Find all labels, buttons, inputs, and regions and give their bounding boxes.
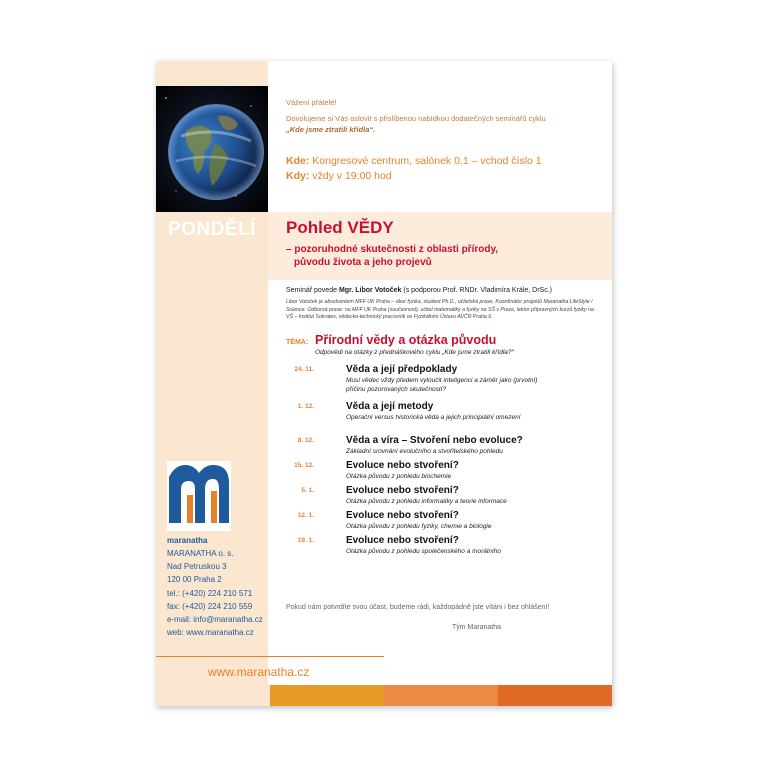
- session-date: 15. 12.: [294, 462, 314, 469]
- session-date: 12. 1.: [297, 512, 314, 519]
- session-title: Evoluce nebo stvoření?: [346, 485, 459, 496]
- session-title: Evoluce nebo stvoření?: [346, 510, 459, 521]
- street: Nad Petruskou 3: [167, 562, 227, 572]
- earth-image: [156, 86, 268, 212]
- lecturer-prefix: Seminář povede: [286, 287, 337, 294]
- session-desc: Otázka původu z pohledu fyziky, chemie a biologie: [346, 523, 492, 530]
- divider: [156, 656, 384, 657]
- contact-address: [167, 547, 263, 639]
- lecturer-suffix: (s podporou Prof. RNDr. Vladimíra Krále, DrSc.): [403, 287, 552, 294]
- where-label: Kde:: [286, 155, 310, 167]
- session-desc: Základní srovnání evolučního a stvořitelského pohledu: [346, 448, 503, 455]
- subtitle-line-2: původu života a jeho projevů: [294, 257, 432, 268]
- closing-text: Pokud nám potvrdíte svou účast, budeme rádi, každopádně jste vítáni i bez ohlášení!: [286, 604, 550, 611]
- session-desc: Operační versus historická věda a jejich principiální omezení: [346, 414, 521, 421]
- theme-title: Přírodní vědy a otázka původu: [315, 333, 497, 347]
- session-date: 1. 12.: [297, 403, 314, 410]
- intro-text: [286, 97, 596, 136]
- footer-bar: [156, 685, 612, 706]
- session-title: Evoluce nebo stvoření?: [346, 535, 459, 546]
- footer-segment: [270, 685, 384, 706]
- org-name: MARANATHA o. s.: [167, 549, 234, 558]
- session-title: Věda a víra – Stvoření nebo evoluce?: [346, 435, 523, 446]
- website-link[interactable]: www.maranatha.cz: [208, 665, 310, 679]
- when-value: vždy v 19:00 hod: [312, 170, 392, 183]
- lecturer-line: [286, 287, 596, 294]
- city: 120 00 Praha 2: [167, 575, 222, 585]
- where-value: Kongresové centrum, salónek 0.1 – vchod číslo 1: [312, 155, 542, 167]
- signature: Tým Maranatha: [452, 624, 502, 631]
- session-date: 19. 1.: [297, 537, 314, 544]
- intro-line: Dovolujeme si Vás oslovit s přislíbenou nabídkou dodatečných seminářů cyklu: [286, 113, 546, 123]
- when-label: Kdy:: [286, 170, 310, 183]
- venue-info: [286, 154, 542, 184]
- page-subtitle: [286, 243, 576, 269]
- phone: tel.: (+420) 224 210 571: [167, 588, 253, 598]
- web-link[interactable]: web: www.maranatha.cz: [167, 628, 254, 638]
- session-date: 8. 12.: [297, 437, 314, 444]
- footer-segment: [498, 685, 612, 706]
- session-desc: Musí vědec vždy předem vyloučit inteligenci a záměr jako (prvotní) příčinu pozorovaných skutečností?: [346, 377, 538, 393]
- footer-segment: [156, 685, 270, 706]
- theme-subtitle: Odpovědi na otázky z přednáškového cyklu „Kde jsme ztratili křídla?“: [315, 349, 514, 356]
- fax: fax: (+420) 224 210 559: [167, 601, 253, 611]
- session-date: 5. 1.: [301, 487, 314, 494]
- subtitle-line-1: – pozoruhodné skutečnosti z oblasti přírody,: [286, 244, 499, 255]
- flyer-page: [156, 61, 612, 706]
- lecturer-name: Mgr. Libor Votoček: [338, 287, 402, 294]
- day-label: PONDĚLÍ: [168, 219, 256, 240]
- email-link[interactable]: e-mail: info@maranatha.cz: [167, 614, 263, 624]
- session-desc: Otázka původu z pohledu společenského a morálního: [346, 548, 502, 555]
- lecturer-bio: Libor Votoček je absolventem MFF UK Praha – obor fyzika, student Ph.D., učitelská praxe, Koordinátor projektů Maranatha LifeStyle / Science. Odborná praxe: na MFF UK Praha (současnost), učitel matematiky a fyziky na SŠ v Praze, lektor přípravných kurzů fyziky na VŠ – Institut Sokrates, vědecko-technický pracovník ve Fyzikálním Ústavu AVČR Praha 6.: [286, 299, 594, 321]
- page-title: Pohled VĚDY: [286, 218, 394, 237]
- greeting: Vážení přátelé!: [286, 98, 337, 107]
- logo-wordmark: maranatha: [167, 536, 208, 545]
- maranatha-logo: [167, 461, 231, 531]
- session-desc: Otázka původu z pohledu informatiky a teorie informace: [346, 498, 507, 505]
- theme-label: TÉMA:: [286, 339, 309, 346]
- session-title: Věda a její předpoklady: [346, 364, 458, 375]
- cycle-name: „Kde jsme ztratili křídla“.: [286, 125, 376, 135]
- session-desc: Otázka původu z pohledu biochemie: [346, 473, 452, 480]
- session-title: Evoluce nebo stvoření?: [346, 460, 459, 471]
- footer-segment: [384, 685, 498, 706]
- session-title: Věda a její metody: [346, 401, 434, 412]
- session-date: 24. 11.: [294, 366, 314, 373]
